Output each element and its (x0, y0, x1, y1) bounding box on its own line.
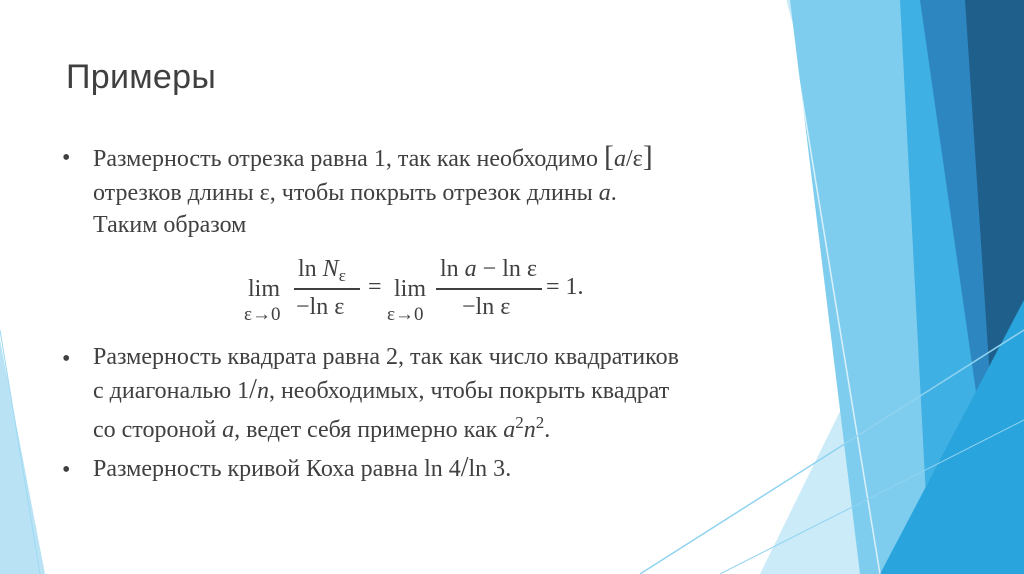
exponent: 2 (535, 413, 545, 432)
math-var-a: a (598, 180, 611, 206)
var-n: N (322, 256, 339, 282)
bullet-marker: • (62, 145, 71, 171)
fraction-2-bar (436, 288, 542, 290)
exponent: 2 (515, 413, 524, 432)
math-one: 1 (237, 378, 250, 404)
bullet-1-line-3: Таким образом (93, 212, 247, 238)
lim-2-subscript: ε→0 (387, 304, 424, 325)
ln: ln (440, 256, 465, 282)
math-ln4: ln 4 (424, 456, 461, 482)
limit-formula (244, 254, 604, 326)
fraction-2-numerator (440, 256, 537, 283)
bullet-2-text-2b: , необходимых, чтобы покрыть квадрат (268, 378, 670, 404)
math-a: a (222, 417, 235, 443)
bracket-close: ] (642, 140, 653, 173)
bullet-3-text: Размерность кривой Коха равна (93, 456, 425, 482)
bullet-1-text-2: отрезков длины ε, чтобы покрыть отрезок длины (93, 180, 599, 206)
bullet-3-line-1 (93, 451, 511, 486)
bullet-2-text-2: с диагональю (93, 378, 238, 404)
fraction-2-denominator: −ln ε (462, 294, 511, 320)
fraction-1-denominator: −ln ε (296, 294, 345, 320)
math-n: n (523, 417, 536, 443)
bullet-2-line-3 (93, 406, 550, 447)
period: . (505, 456, 512, 482)
bullet-2-text-3: со стороной (93, 417, 223, 443)
left-decor-triangle (0, 340, 45, 574)
slide-title: Примеры (66, 58, 217, 96)
lim-1: lim (248, 276, 281, 302)
bullet-marker: • (62, 457, 71, 483)
bracket-open: [ (603, 140, 614, 173)
var-a: a (464, 256, 477, 282)
math-slash: / (249, 374, 257, 405)
fraction-1-numerator (298, 256, 346, 286)
period: . (610, 180, 617, 206)
fraction-1-bar (294, 288, 360, 290)
equals-1: = (368, 274, 382, 300)
bullet-2-text-3b: , ведет себя примерно как (234, 417, 504, 443)
math-slash: / (625, 146, 633, 172)
math-eps: ε (632, 146, 643, 172)
sub-eps: ε (338, 266, 346, 285)
bullet-1-text-1: Размерность отрезка равна 1, так как необходимо (93, 146, 604, 172)
math-ln3: ln 3 (468, 456, 506, 482)
ln: ln (298, 256, 323, 282)
period: . (544, 417, 551, 443)
math-slash: / (460, 452, 469, 483)
lim-1-subscript: ε→0 (244, 304, 281, 325)
math-a: a (613, 146, 626, 172)
minus-ln-eps: − ln ε (476, 256, 537, 282)
math-a: a (503, 417, 516, 443)
bullet-marker: • (62, 346, 71, 372)
equals-result: = 1. (546, 274, 584, 300)
bullet-1-line-1 (93, 140, 653, 176)
bullet-1-line-2 (93, 176, 617, 210)
bullet-2-line-2 (93, 373, 669, 408)
math-n: n (256, 378, 269, 404)
lim-2: lim (394, 276, 427, 302)
bullet-2-line-1: Размерность квадрата равна 2, так как число квадратиков (93, 344, 679, 370)
